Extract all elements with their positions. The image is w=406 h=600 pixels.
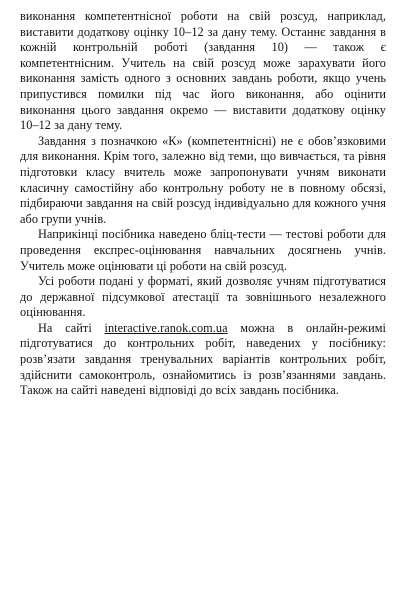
paragraph-k-tasks: Завдання з позначкою «К» (компетентнісні) не є обов’язковими для виконання. Крім того, залежно від теми, що вивчається, та рівня підготовки класу вчитель може запропонувати учням виконати класичну самостійну або контрольну роботу не в повному обсязі, підбираючи завдання на свій розсуд індивідуально для кожного учня або групи учнів. — [20, 133, 386, 226]
paragraph-website — [20, 321, 386, 399]
paragraph-exam-format: Усі роботи подані у форматі, який дозволяє учням підготуватися до державної підсумкової атестації та зовнішнього незалежного оцінювання. — [20, 274, 386, 320]
website-description-text: можна в онлайн-режимі підготуватися до контрольних робіт, наведених у посібнику: розв’язати завдання тренувальних варіантів контрольних робіт, здійснити самоконтроль, ознайомитись із розв’язаннями завдань. Також на сайті наведені відповіді до всіх завдань посібника. — [20, 320, 387, 398]
website-link[interactable]: interactive.ranok.com.ua — [104, 320, 228, 335]
paragraph-blitz-tests: Наприкінці посібника наведено бліц-тести — тестові роботи для проведення експрес-оцінювання навчальних досягнень учнів. Учитель може оцінювати ці роботи на свій розсуд. — [20, 227, 386, 273]
website-intro-text: На сайті — [38, 320, 105, 335]
paragraph-competence-continued: виконання компетентнісної роботи на свій розсуд, наприклад, виставити додаткову оцінку 10–12 за дану тему. Останнє завдання в кожній контрольній роботі (завдання 10) — також є компетентнісним. Учитель на свій розсуд може зарахувати його виконання замість одного з основних завдань роботи, якщо учень припустився помилки під час його виконання, або оцінити виконання цього завдання окремо — виставити додаткову оцінку 10–12 за дану тему. — [20, 9, 386, 133]
body-text — [20, 9, 386, 399]
